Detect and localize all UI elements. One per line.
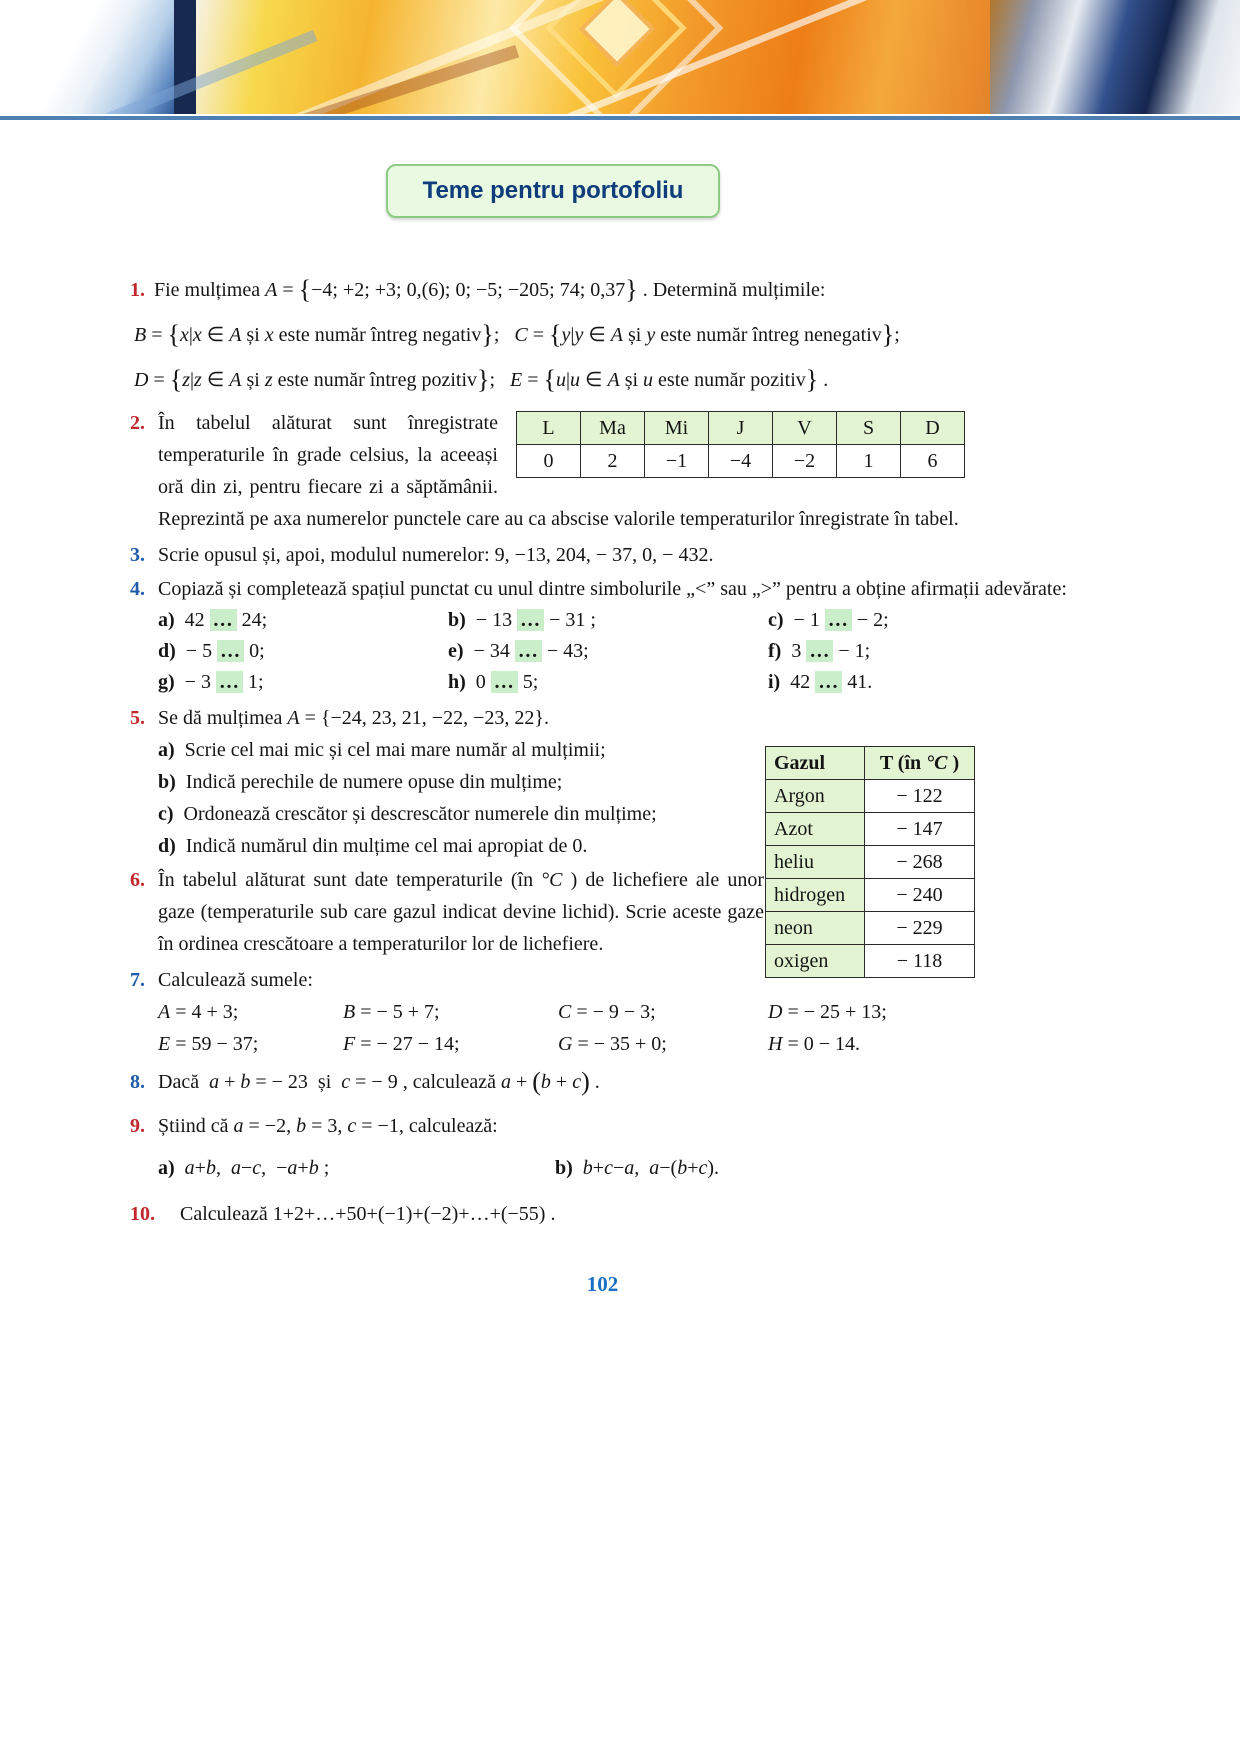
table-row	[766, 912, 975, 945]
temperatures-table-values-row	[517, 445, 965, 478]
item-text: Indică perechile de numere opuse din mulțime;	[185, 771, 563, 793]
item-right-value: − 2;	[856, 609, 889, 631]
exercise-7-row-2	[158, 1028, 1075, 1060]
table-cell: J	[709, 412, 773, 445]
item-letter: a)	[158, 609, 175, 631]
item-letter: e)	[448, 640, 464, 662]
exercise-5-number: 5.	[130, 707, 145, 729]
exercise-10-number: 10.	[130, 1203, 155, 1225]
list-item	[158, 605, 448, 636]
answer-blank: …	[491, 671, 518, 693]
exercise-2	[130, 407, 1075, 535]
exercise-7	[130, 964, 1075, 1060]
item-left-value: 42	[184, 609, 205, 631]
list-item	[448, 636, 768, 667]
exercise-2-statement: În tabelul alăturat sunt înregistrate temperaturile în grade celsius, la aceeași oră din zi, pentru fiecare zi a săptămânii. Reprezintă pe axa numerelor punctele care au ca abscise valorile temperaturilor înregistrate în tabel.	[158, 412, 959, 530]
table-cell: hidrogen	[766, 879, 865, 912]
item-left-value: − 3	[184, 671, 211, 693]
math-expression: C = − 9 − 3;	[558, 1001, 656, 1023]
table-cell: 6	[901, 445, 965, 478]
item-letter: c)	[768, 609, 784, 631]
table-row	[766, 813, 975, 846]
exercise-6-statement: În tabelul alăturat sunt date temperaturile (în °C ) de lichefiere ale unor gaze (temperaturile sub care gazul indicat devine lichid). Scrie aceste gaze în ordinea crescătoare a temperaturilor lor de lichefiere.	[158, 869, 764, 955]
answer-blank: …	[517, 609, 544, 631]
math-expression: a+b, a−c, −a+b ;	[184, 1157, 330, 1179]
page-number: 102	[586, 1272, 619, 1296]
table-cell: Argon	[766, 780, 865, 813]
exercise-1-statement: Fie mulțimea A = {−4; +2; +3; 0,(6); 0; −5; −205; 74; 0,37} . Determină mulțimile:	[154, 275, 826, 304]
table-row	[766, 945, 975, 978]
item-right-value: 1;	[247, 671, 264, 693]
header-artwork	[0, 0, 1240, 114]
exercise-3	[130, 539, 1075, 571]
exercise-7-row-1	[158, 996, 1075, 1028]
exercise-3-number: 3.	[130, 544, 145, 566]
table-cell: neon	[766, 912, 865, 945]
exercise-9-items	[158, 1152, 1075, 1184]
item-text: Indică numărul din mulțime cel mai apropiat de 0.	[185, 835, 588, 857]
answer-blank: …	[515, 640, 542, 662]
exercise-5-statement: Se dă mulțimea A = {−24, 23, 21, −22, −23, 22}.	[158, 707, 549, 729]
math-expression: G = − 35 + 0;	[558, 1033, 667, 1055]
item-letter: b)	[448, 609, 466, 631]
list-item	[768, 605, 1075, 636]
item-letter: b)	[555, 1157, 573, 1179]
item-right-value: − 31 ;	[549, 609, 596, 631]
table-cell: heliu	[766, 846, 865, 879]
table-row	[766, 780, 975, 813]
answer-blank: …	[216, 671, 243, 693]
table-cell: Azot	[766, 813, 865, 846]
table-cell: oxigen	[766, 945, 865, 978]
answer-blank: …	[815, 671, 842, 693]
exercise-1	[130, 268, 1075, 403]
page-title: Teme pentru portofoliu	[422, 177, 684, 204]
list-item	[158, 1152, 555, 1184]
exercise-4-statement: Copiază și completează spațiul punctat cu unul dintre simbolurile „<” sau „>” pentru a obține afirmații adevărate:	[158, 578, 1067, 600]
list-item	[158, 667, 448, 698]
answer-blank: …	[217, 640, 244, 662]
item-letter: d)	[158, 835, 176, 857]
list-item	[448, 667, 768, 698]
table-cell: Ma	[581, 412, 645, 445]
exercise-3-statement: Scrie opusul și, apoi, modulul numerelor: 9, −13, 204, − 37, 0, − 432.	[158, 544, 714, 566]
math-expression: b+c−a, a−(b+c).	[582, 1157, 720, 1179]
table-cell: − 229	[865, 912, 975, 945]
table-row	[766, 879, 975, 912]
table-cell: Mi	[645, 412, 709, 445]
table-cell: − 240	[865, 879, 975, 912]
math-expression: H = 0 − 14.	[768, 1033, 861, 1055]
table-cell: − 122	[865, 780, 975, 813]
page-title-box	[386, 164, 720, 218]
exercise-4	[130, 573, 1075, 698]
item-right-value: − 43;	[546, 640, 589, 662]
exercise-9-number: 9.	[130, 1115, 145, 1137]
table-cell: Gazul	[766, 747, 865, 780]
exercise-9-body	[158, 1110, 1075, 1184]
exercise-7-statement: Calculează sumele:	[158, 969, 313, 991]
gases-table	[765, 746, 975, 978]
exercise-1-line-3: D = {z|z ∈ A și z este număr întreg pozitiv}; E = {u|u ∈ A și u este număr pozitiv} .	[134, 365, 829, 394]
table-cell: 0	[517, 445, 581, 478]
temperatures-table	[516, 411, 965, 478]
table-cell: −1	[645, 445, 709, 478]
table-row	[766, 846, 975, 879]
item-letter: a)	[158, 739, 175, 761]
artwork-right-shape	[990, 0, 1240, 114]
temperatures-table-header-row	[517, 412, 965, 445]
item-right-value: − 1;	[838, 640, 871, 662]
item-left-value: − 5	[185, 640, 213, 662]
item-letter: f)	[768, 640, 782, 662]
math-expression: D = − 25 + 13;	[768, 1001, 887, 1023]
exercise-6-number: 6.	[130, 869, 145, 891]
header-divider	[0, 116, 1240, 120]
exercise-2-number: 2.	[130, 412, 145, 434]
item-text: Scrie cel mai mic și cel mai mare număr al mulțimii;	[184, 739, 606, 761]
exercise-10-statement: Calculează 1+2+…+50+(−1)+(−2)+…+(−55) .	[180, 1203, 556, 1225]
item-right-value: 0;	[249, 640, 265, 662]
table-cell: D	[901, 412, 965, 445]
exercise-8	[130, 1066, 1075, 1098]
list-item	[768, 667, 1075, 698]
exercise-4-items	[158, 605, 1075, 698]
exercise-9	[130, 1110, 1075, 1184]
list-item	[448, 605, 768, 636]
item-letter: d)	[158, 640, 176, 662]
list-item	[555, 1152, 1075, 1184]
table-cell: − 268	[865, 846, 975, 879]
exercise-1-line-2: B = {x|x ∈ A și x este număr întreg negativ}; C = {y|y ∈ A și y este număr întreg nenegativ};	[134, 320, 900, 349]
item-letter: a)	[158, 1157, 175, 1179]
item-right-value: 41.	[847, 671, 873, 693]
exercise-8-number: 8.	[130, 1071, 145, 1093]
math-expression: E = 59 − 37;	[158, 1033, 259, 1055]
exercise-7-body	[158, 964, 1075, 1060]
table-cell: −4	[709, 445, 773, 478]
table-cell: 1	[837, 445, 901, 478]
answer-blank: …	[210, 609, 237, 631]
exercise-8-statement: Dacă a + b = − 23 și c = − 9 , calculează a + (b + c) .	[158, 1067, 600, 1096]
table-cell: −2	[773, 445, 837, 478]
exercise-4-body	[158, 573, 1075, 698]
exercise-4-number: 4.	[130, 578, 145, 600]
table-cell: − 118	[865, 945, 975, 978]
answer-blank: …	[825, 609, 852, 631]
item-left-value: 3	[791, 640, 802, 662]
item-left-value: − 34	[473, 640, 510, 662]
item-text: Ordonează crescător și descrescător numerele din mulțime;	[183, 803, 657, 825]
math-expression: A = 4 + 3;	[158, 1001, 239, 1023]
gases-table-header-row	[766, 747, 975, 780]
exercise-1-number: 1.	[130, 279, 145, 301]
item-letter: h)	[448, 671, 466, 693]
item-letter: c)	[158, 803, 174, 825]
list-item	[158, 636, 448, 667]
item-left-value: 0	[475, 671, 486, 693]
table-cell: L	[517, 412, 581, 445]
item-letter: b)	[158, 771, 176, 793]
table-cell: V	[773, 412, 837, 445]
exercise-9-statement: Știind că a = −2, b = 3, c = −1, calculează:	[158, 1115, 498, 1137]
item-right-value: 24;	[241, 609, 268, 631]
exercise-1-line-1	[130, 268, 1075, 313]
math-expression: F = − 27 − 14;	[343, 1033, 460, 1055]
item-left-value: 42	[790, 671, 811, 693]
item-letter: g)	[158, 671, 175, 693]
item-left-value: − 1	[793, 609, 820, 631]
table-cell: T (în °C )	[865, 747, 975, 780]
table-cell: 2	[581, 445, 645, 478]
item-left-value: − 13	[475, 609, 513, 631]
table-cell: − 147	[865, 813, 975, 846]
answer-blank: …	[806, 640, 833, 662]
math-expression: B = − 5 + 7;	[343, 1001, 440, 1023]
exercise-10	[130, 1198, 1075, 1230]
item-right-value: 5;	[522, 671, 539, 693]
table-cell: S	[837, 412, 901, 445]
item-letter: i)	[768, 671, 781, 693]
exercise-2-body	[158, 407, 1075, 535]
list-item	[768, 636, 1075, 667]
page-content	[130, 164, 1075, 1297]
exercise-7-number: 7.	[130, 969, 145, 991]
